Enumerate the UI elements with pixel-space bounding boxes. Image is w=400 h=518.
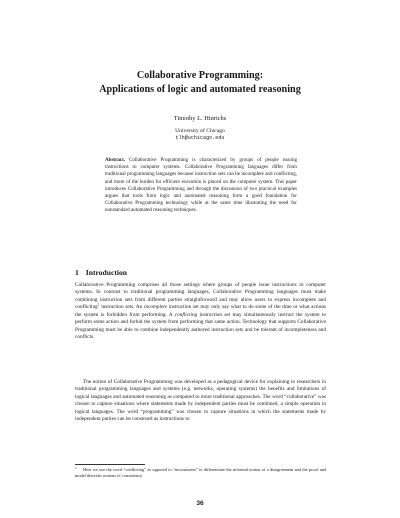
- intro-paragraph-2: The notion of Collaborative Programming was developed as a pedagogical device for explaining to researchers in traditional programming languages and systems (e.g. networks, operating systems) the benefits and limitations of logical languages and automated reasoning as compared to more traditional approaches. The word “collaborative” was chosen to capture situations where statements made by independent parties must be combined, a simple operation in logical languages. The word “programming” was chosen to capture situations in which the statements made by independent parties can be construed as instructions to: [75, 379, 326, 423]
- p1-emphasis-incomplete: incomplete: [144, 304, 168, 311]
- p1-emphasis-conflicting: conflicting: [174, 311, 198, 318]
- p1-part1: Collaborative Programming comprises all those settings where groups of people issue instructions to computer systems. In contrast to traditional programming languages, Collaborative Programming languages must make combining instruction sets from different parties straightforward and may allow users to express incomplete and conflicting: [75, 282, 326, 311]
- section-heading: [75, 268, 335, 278]
- footnote-divider: [75, 464, 145, 465]
- footnote-text: Here we use the word “conflicting” as opposed to “inconsistent” to differentiate the informal notion of a disagreement and the proof and model theoretic notions of consistency.: [75, 467, 326, 479]
- section-number: 1: [75, 268, 79, 277]
- section-title: Introduction: [85, 268, 128, 277]
- p1-part2: instruction sets. An: [99, 304, 145, 311]
- abstract: [105, 157, 297, 215]
- abstract-label: Abstract.: [105, 157, 126, 163]
- abstract-text: Collaborative Programming is characterized by groups of people issuing instructions to computer systems. Collaborative Programming languages differ from traditional programming languages because instruction sets can be incomplete and conflicting, and more of the burden for efficient execution is placed on the computer system. This paper introduces Collaborative Programming and through the discussion of two practical examples argues that tools from logic and automated reasoning form a good foundation for Collaborative Programming technology while at the same time illustrating the need for nonstandard automated reasoning techniques.: [105, 157, 297, 214]
- p1-part3: instruction set may only say what to do some of the time or what actions the system is forbidden from performing. A: [75, 304, 326, 318]
- p1-part4: instruction set may simultaneously instruct the system to perform some action and forbid the system from performing that same action. Technology that supports Collaborative Programming must be able to combine independently authored instruction sets and be tolerant of incompleteness and conflicts.: [75, 311, 326, 341]
- intro-paragraph-1: [75, 282, 326, 342]
- author-email: tlh@uchicago.edu: [175, 135, 225, 142]
- author-name: Timothy L. Hinrichs: [173, 115, 227, 122]
- affiliation-text: University of Chicago: [175, 128, 225, 134]
- title-line-2: Applications of logic and automated reasoning: [99, 84, 301, 95]
- footnote: 1 Here we use the word “conflicting” as opposed to “inconsistent” to differentiate the informal notion of a disagreement and the proof and model theoretic notions of consistency.: [75, 465, 326, 479]
- footnote-reference: 1: [97, 302, 100, 307]
- paper-title: [40, 69, 360, 97]
- author-affiliation: [40, 128, 360, 142]
- title-line-1: Collaborative Programming:: [136, 70, 264, 81]
- page-number: 36: [196, 500, 204, 507]
